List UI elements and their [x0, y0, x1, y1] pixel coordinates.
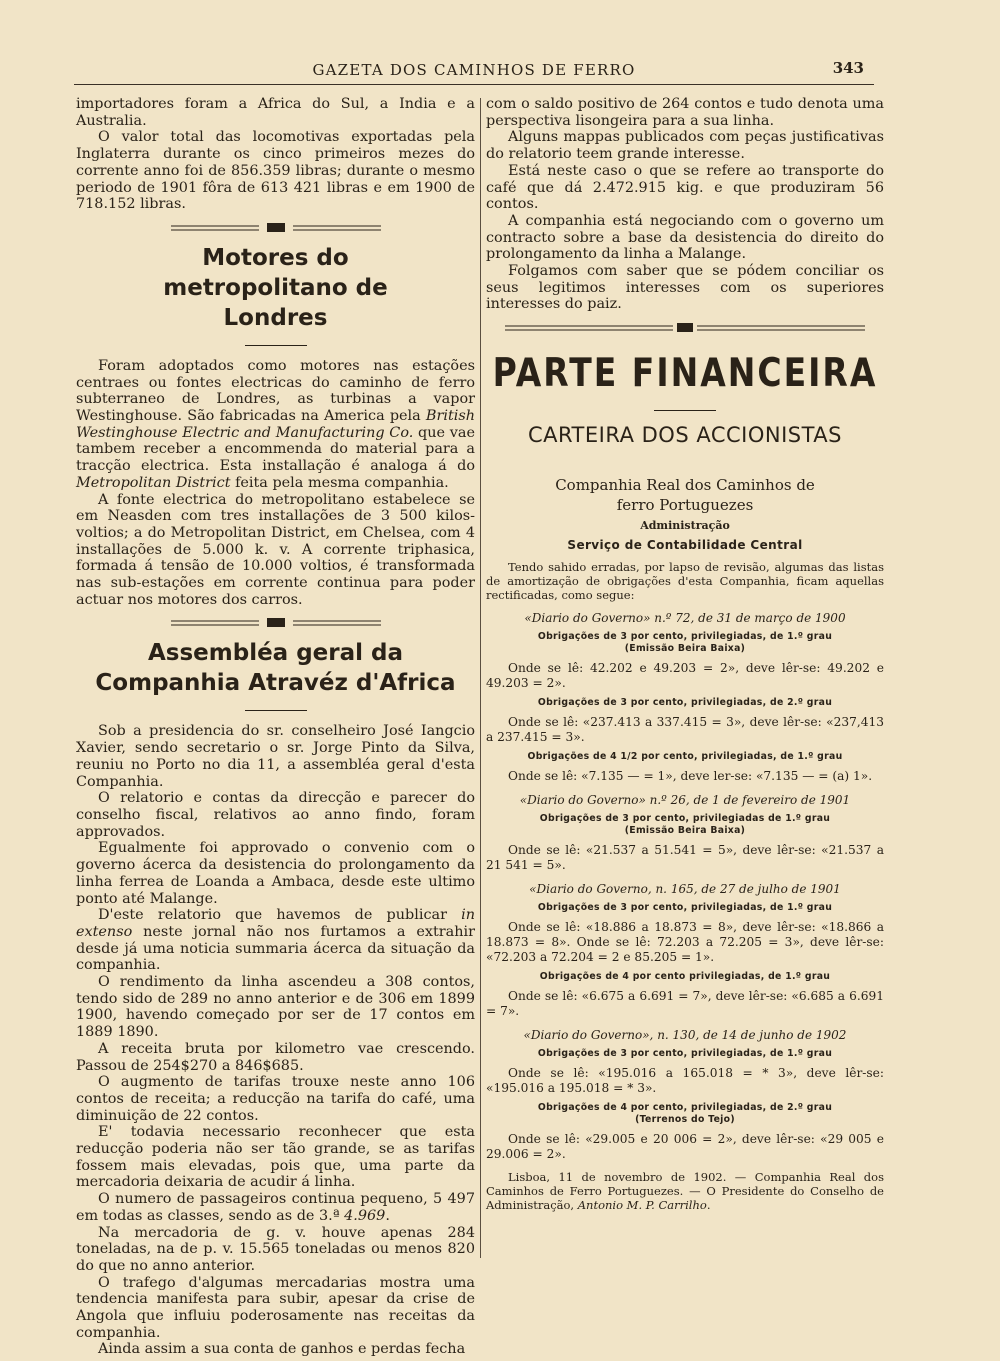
title-rule	[245, 710, 307, 711]
continued-paragraph: Está neste caso o que se refere ao transporte do café que dá 2.472.915 kig. e que produziram 56 contos.	[486, 162, 884, 213]
correction-list	[486, 611, 884, 1162]
entry-correction: Onde se lê: «18.886 a 18.873 = 8», deve lêr-se: «18.866 a 18.873 = 8». Onde se lê: 72.203 a 72.205 = 3», deve lêr-se: «72.203 a 72.204 = 2 e 85.205 = 1».	[486, 920, 884, 965]
entry-emission-heading: (Emissão Beira Baixa)	[624, 825, 746, 837]
article-paragraph: Ainda assim a sua conta de ganhos e perdas fecha	[98, 1341, 466, 1358]
entry-bond-heading: Obrigações de 3 por cento, privilegiadas, de 2.º grau	[537, 697, 833, 709]
entry-bond-heading: Obrigações de 4 por cento, privilegiadas, de 2.º grau	[537, 1102, 833, 1114]
article-title: Motores do metropolitano de Londres	[163, 244, 388, 331]
entry-bond-heading: Obrigações de 3 por cento, privilegiadas, de 1.º grau	[537, 902, 833, 914]
continued-paragraph: Folgamos com saber que se pódem conciliar os seus legitimos interesses com os superiores interesses do paiz.	[486, 263, 884, 313]
entry-emission-heading: (Emissão Beira Baixa)	[624, 643, 746, 655]
right-column	[486, 96, 884, 1212]
left-column	[76, 96, 475, 1358]
entry-correction: Onde se lê: «21.537 a 51.541 = 5», deve lêr-se: «21.537 a 21 541 = 5».	[486, 843, 884, 873]
page-header	[74, 58, 874, 85]
article-paragraph: Egualmente foi approvado o convenio com o governo ácerca da desistencia do prolongamento da linha ferrea de Loanda a Ambaca, desde este ultimo ponto até Malange.	[76, 840, 475, 907]
service-heading: Serviço de Contabilidade Central	[567, 538, 803, 553]
entry-source-heading: «Diario do Governo» n.º 72, de 31 de março de 1900	[524, 611, 846, 626]
entry-correction: Onde se lê: «29.005 e 20 006 = 2», deve lêr-se: «29 005 e 29.006 = 2».	[486, 1132, 884, 1162]
article-paragraph: Na mercadoria de g. v. houve apenas 284 toneladas, na de p. v. 15.565 toneladas ou menos 820 do que no anno anterior.	[76, 1224, 475, 1274]
administration-heading: Administração	[640, 519, 730, 533]
entry-bond-heading: Obrigações de 4 1/2 por cento, privilegiadas, de 1.º grau	[527, 751, 843, 763]
publication-title: GAZETA DOS CAMINHOS DE FERRO	[312, 61, 636, 79]
ornament-separator	[505, 321, 865, 335]
entry-correction: Onde se lê: «195.016 a 165.018 = * 3», deve lêr-se: «195.016 a 195.018 = * 3».	[486, 1066, 884, 1096]
entry-bond-heading: Obrigações de 3 por cento, privilegiadas, de 1.º grau	[537, 1048, 833, 1060]
article-paragraph: A fonte electrica do metropolitano estabelece se em Neasden com tres installações de 3 500 kilos-voltios; a do Metropolitan District, em Chelsea, com 4 installações de 5.000 k. v. A corrente triphasica, formada á tensão de 10.000 voltios, é transformada nas sub-estações em corrente continua para poder actuar nos motores dos carros.	[76, 491, 475, 608]
article-paragraph: Sob a presidencia do sr. conselheiro José Iangcio Xavier, sendo secretario o sr. Jorge Pinto da Silva, reuniu no Porto no dia 11, a assembléa geral d'esta Companhia.	[76, 723, 475, 790]
article-paragraph: A receita bruta por kilometro vae crescendo. Passou de 254$270 a 846$685.	[76, 1040, 475, 1074]
ornament-separator	[171, 616, 381, 630]
article-paragraph: D'este relatorio que havemos de publicar in extenso neste jornal não nos furtamos a extrahir desde já uma noticia summaria ácerca da situação da companhia.	[76, 907, 475, 974]
company-title: Companhia Real dos Caminhos de ferro Portuguezes	[555, 476, 815, 515]
article-paragraph: O relatorio e contas da direcção e parecer do conselho fiscal, relativos ao anno findo, foram approvados.	[76, 790, 475, 840]
article-paragraph: O augmento de tarifas trouxe neste anno 106 contos de receita; a reducção na tarifa do café, uma diminuição de 22 contos.	[76, 1074, 475, 1124]
notice-paragraph: Tendo sahido erradas, por lapso de revisão, algumas das listas de amortização de obrigações d'esta Companhia, ficam aquellas rectificadas, como segue:	[486, 560, 884, 603]
entry-bond-heading: Obrigações de 3 por cento, privilegiadas, de 1.º grau	[537, 631, 833, 643]
title-rule	[654, 410, 716, 411]
entry-source-heading: «Diario do Governo» n.º 26, de 1 de fevereiro de 1901	[519, 793, 851, 808]
title-rule	[245, 345, 307, 346]
page-number: 343	[832, 59, 864, 77]
section-title: CARTEIRA DOS ACCIONISTAS	[527, 423, 843, 448]
entry-correction: Onde se lê: «6.675 a 6.691 = 7», deve lêr-se: «6.685 a 6.691 = 7».	[486, 989, 884, 1019]
article-paragraph: O trafego d'algumas mercadarias mostra uma tendencia manifesta para subir, apesar da crise de Angola que influiu poderosamente nas receitas da companhia.	[76, 1274, 475, 1341]
entry-correction: Onde se lê: 42.202 e 49.203 = 2», deve lêr-se: 49.202 e 49.203 = 2».	[486, 661, 884, 691]
intro-paragraph: O valor total das locomotivas exportadas pela Inglaterra durante os cinco primeiros mezes do corrente anno foi de 856.359 libras; durante o mesmo periodo de 1901 fôra de 613 421 libras e em 1900 de 718.152 libras.	[76, 129, 475, 213]
ornament-separator	[171, 221, 381, 235]
entry-bond-heading: Obrigações de 3 por cento, privilegiadas de 1.º grau	[539, 813, 831, 825]
entry-emission-heading: (Terrenos do Tejo)	[635, 1114, 735, 1126]
column-divider	[480, 98, 481, 1258]
entry-source-heading: «Diario do Governo, n. 165, de 27 de julho de 1901	[529, 882, 841, 897]
article-paragraph: Foram adoptados como motores nas estações centraes ou fontes electricas do caminho de ferro subterraneo de Londres, as turbinas a vapor Westinghouse. São fabricadas na America pela British Westinghouse Electric and Manufacturing Co. que vae tambem receber a encommenda do material para a tracção electrica. Esta installação é analoga á do Metropolitan District feita pela mesma companhia.	[76, 357, 475, 491]
continued-paragraph: Alguns mappas publicados com peças justificativas do relatorio teem grande interesse.	[486, 129, 884, 163]
closing-paragraph: Lisboa, 11 de novembro de 1902. — Companhia Real dos Caminhos de Ferro Portuguezes. — O Presidente do Conselho de Administração, Antonio M. P. Carrilho.	[486, 1170, 884, 1213]
financial-section-title: PARTE FINANCEIRA	[492, 349, 878, 396]
continued-paragraph: com o saldo positivo de 264 contos e tudo denota uma perspectiva lisongeira para a sua linha.	[486, 96, 884, 129]
entry-correction: Onde se lê: «7.135 — = 1», deve ler-se: «7.135 — = (a) 1».	[508, 769, 873, 784]
entry-correction: Onde se lê: «237.413 a 337.415 = 3», deve lêr-se: «237,413 a 237.415 = 3».	[486, 715, 884, 745]
entry-bond-heading: Obrigações de 4 por cento privilegiadas, de 1.º grau	[539, 971, 831, 983]
entry-source-heading: «Diario do Governo», n. 130, de 14 de junho de 1902	[523, 1028, 847, 1043]
continued-paragraph: A companhia está negociando com o governo um contracto sobre a base da desistencia do direito do prolongamento da linha a Malange.	[486, 212, 884, 263]
intro-paragraph: importadores foram a Africa do Sul, a India e a Australia.	[76, 96, 475, 129]
article-title: Assembléa geral da Companhia Atravéz d'Africa	[95, 640, 456, 697]
article-paragraph: E' todavia necessario reconhecer que esta reducção poderia não ser tão grande, se as tarifas fossem mais elevadas, pois que, uma parte da mercadoria deixaria de acudir á linha.	[76, 1124, 475, 1191]
article-paragraph: O rendimento da linha ascendeu a 308 contos, tendo sido de 289 no anno anterior e de 306 em 1899 1900, havendo começado por ser de 17 contos em 1889 1890.	[76, 974, 475, 1041]
article-paragraph: O numero de passageiros continua pequeno, 5 497 em todas as classes, sendo as de 3.ª 4.969.	[76, 1191, 475, 1224]
